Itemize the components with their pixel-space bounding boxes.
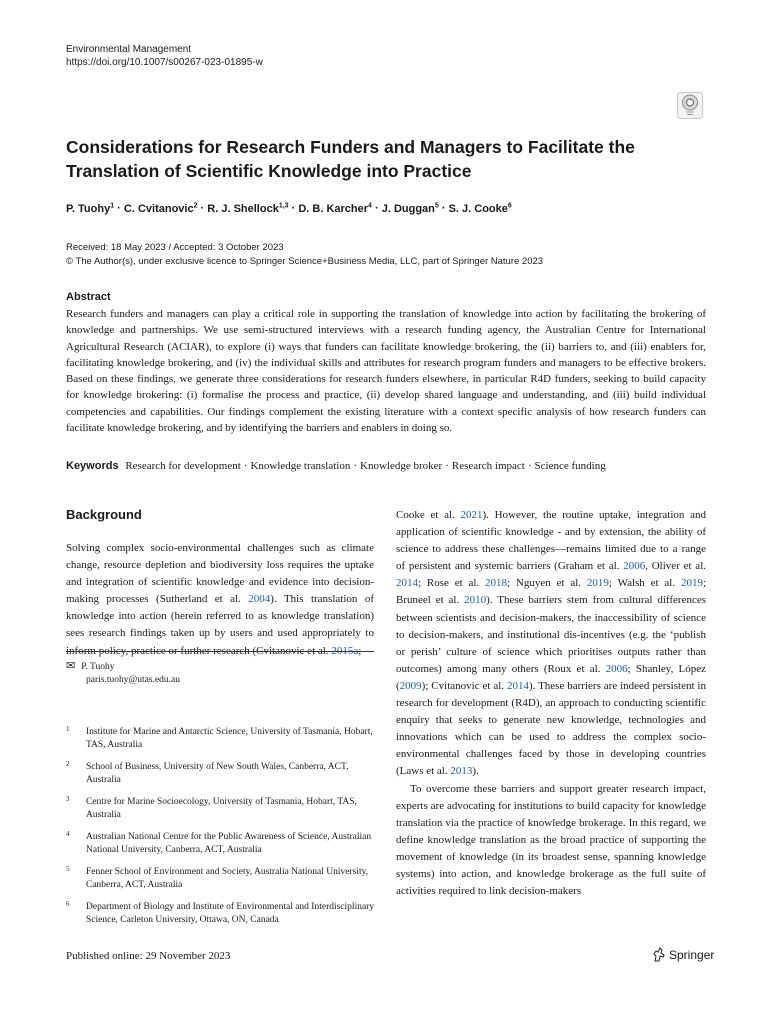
background-left-column: [66, 540, 374, 660]
keyword: Research for development: [125, 460, 241, 472]
doi-link[interactable]: https://doi.org/10.1007/s00267-023-01895-w: [66, 57, 263, 68]
citation-link[interactable]: 2006: [623, 560, 646, 573]
article-dates: [66, 241, 543, 268]
bg-text-pre: Solving complex socio-environmental challenges such as climate change, resource depletion and biodiversity loss requires the uptake and integration of scientific knowledge and evidence into decision-making processes (Sutherland et al.: [66, 542, 374, 606]
author-name[interactable]: R. J. Shellock$^{1,3}$: [207, 202, 289, 215]
author-list: [66, 202, 512, 215]
citation-link[interactable]: 2010: [464, 594, 487, 607]
author-affiliation-number: 2: [193, 202, 198, 209]
author-name[interactable]: S. J. Cooke$^6$: [448, 202, 512, 215]
affiliation-item: [66, 796, 376, 822]
body-text: ; Nguyen et al.: [507, 577, 587, 590]
keywords-label: Keywords: [66, 460, 119, 472]
affiliation-text: Australian National Centre for the Public Awareness of Science, Australian National University, Canberra, ACT, Australia: [86, 832, 372, 855]
correspondence: [66, 660, 180, 687]
footnote-divider: [66, 651, 374, 652]
keyword-separator: ·: [243, 460, 248, 472]
author-affiliation-number: 4: [368, 202, 372, 209]
journal-header: [66, 43, 263, 69]
body-text: ; Bruneel et al.: [396, 577, 706, 607]
author-separator: ·: [114, 202, 124, 215]
keyword-separator: ·: [527, 460, 532, 472]
background-paragraph-2: To overcome these barriers and support greater research impact, experts are advocating for institutions to build capacity for knowledge translation via the practice of knowledge brokerage. In this regard, we define knowledge translation as the broad practice of supporting the movement of knowledge (in its broadest sense, spanning knowledge systems) into action, and knowledge brokerage as the full suite of activities required to link decision-makers: [396, 782, 706, 898]
citation-link[interactable]: 2014: [396, 577, 418, 590]
author-name[interactable]: D. B. Karcher$^4$: [298, 202, 372, 215]
affiliation-text: School of Business, University of New South Wales, Canberra, ACT, Australia: [86, 762, 349, 785]
affiliation-text: Department of Biology and Institute of Environmental and Interdisciplinary Science, Carleton University, Ottawa, ON, Canada: [86, 902, 375, 925]
body-text: ).: [472, 765, 479, 778]
body-text: ); Cvitanovic et al.: [421, 679, 507, 692]
citation-link[interactable]: 2009: [399, 679, 422, 692]
author-separator: ·: [438, 202, 449, 215]
body-text: ). These barriers stem from cultural differences between scientists and decision-makers, the inaccessibility of science to decision-makers, and institutional dis-incentives (e.g. the ‘publish or perish’ culture of science which prioritises outputs rather than outcomes) among many others (Roux et al.: [396, 594, 706, 675]
received-accepted: Received: 18 May 2023 / Accepted: 3 October 2023: [66, 242, 284, 253]
author-separator: ·: [371, 202, 382, 215]
springer-horse-icon: [652, 947, 666, 962]
keyword: Science funding: [534, 460, 606, 472]
citation-link[interactable]: 2019: [586, 577, 609, 590]
copyright-line: © The Author(s), under exclusive licence to Springer Science+Business Media, LLC, part of Springer Nature 2023: [66, 255, 544, 267]
affiliation-number: 6: [66, 900, 70, 908]
keyword-separator: ·: [445, 460, 449, 472]
affiliation-number: 2: [66, 760, 70, 768]
author-affiliation-number: 6: [507, 202, 512, 209]
citation-link[interactable]: 2014: [506, 679, 529, 692]
affiliation-item: [66, 831, 376, 857]
affiliation-text: Institute for Marine and Antarctic Science, University of Tasmania, Hobart, TAS, Australia: [86, 727, 373, 750]
background-paragraph-1: [396, 507, 706, 781]
body-text: ; Rose et al.: [418, 577, 486, 590]
bg-text-mid: ). This translation of knowledge into action (herein referred to as knowledge translation) sees research findings taken up by users and used appropriately to inform policy, practice or further research (Cvitanovic et al.: [66, 593, 374, 657]
affiliation-number: 1: [66, 725, 70, 733]
body-text: ). These barriers are indeed persistent in research for development (R4D), an approach to conducting scientific enquiry that seeks to generate new knowledge, technologies and innovations which can be used to address the complex socio-environmental challenges faced by those in developing countries (Laws et al.: [396, 679, 706, 778]
affiliation-number: 3: [66, 795, 70, 803]
affiliation-text: Centre for Marine Socioecology, University of Tasmania, Hobart, TAS, Australia: [86, 797, 357, 820]
citation-link[interactable]: 2018: [485, 577, 508, 590]
author-affiliation-number: 5: [434, 202, 439, 209]
affiliation-number: 5: [66, 865, 70, 873]
keyword: Research impact: [451, 460, 525, 472]
citation-link[interactable]: 2006: [605, 662, 628, 675]
citation-link[interactable]: 2019: [680, 577, 703, 590]
journal-name: Environmental Management: [66, 44, 192, 55]
author-separator: ·: [288, 202, 299, 215]
envelope-icon: ✉: [66, 660, 76, 672]
author-name[interactable]: J. Duggan$^5$: [381, 202, 439, 215]
keyword-separator: ·: [353, 460, 358, 472]
author-name[interactable]: P. Tuohy$^1$: [66, 202, 115, 215]
affiliation-number: 4: [66, 830, 70, 838]
keyword: Knowledge broker: [360, 460, 443, 472]
body-text: ; Walsh et al.: [608, 577, 681, 590]
article-title: Considerations for Research Funders and Managers to Facilitate the Translation of Scientific Knowledge into Practice: [66, 137, 635, 181]
body-text: , Oliver et al.: [645, 560, 706, 573]
affiliations-list: [66, 726, 376, 936]
keywords: [66, 460, 726, 472]
affiliation-item: [66, 761, 376, 787]
background-heading: Background: [66, 507, 142, 522]
abstract-heading: Abstract: [66, 291, 111, 303]
bg-text-post: ;: [358, 644, 362, 657]
publisher-name: Springer: [669, 948, 715, 962]
keywords-list: [125, 460, 605, 472]
keyword: Knowledge translation: [250, 460, 351, 472]
published-online: Published online: 29 November 2023: [66, 950, 231, 962]
body-text: Cooke et al.: [396, 509, 461, 521]
background-right-column: [396, 507, 706, 900]
citation-link[interactable]: 2015a: [331, 644, 359, 657]
affiliation-item: [66, 901, 376, 927]
abstract-text: Research funders and managers can play a critical role in supporting the translation of knowledge into action by facilitating the brokering of knowledge and partnerships. We use semi-structured interviews with a research funding agency, the Australian Centre for International Agricultural Research (ACIAR), to explore (i) ways that funders can facilitate knowledge brokering, the (ii) barriers to, and (iii) enablers for, facilitating knowledge brokering, and (iv) the individual skills and attributes for research program funders and managers to be effective brokers. Based on these findings, we generate three considerations for research funders elsewhere, in particular R4D funders, seeking to build capacity for knowledge brokering: (i) formalise the process and practice, (ii) develop shared language and understanding, and (iii) build individual competencies and capabilities. Our findings complement the existing literature with a context specific analysis of how research funders can facilitate knowledge brokering, and by identifying the barriers and enablers in doing so.: [66, 308, 706, 435]
check-for-updates-icon[interactable]: [677, 92, 703, 119]
springer-logo: [652, 947, 714, 962]
body-text: ). However, the routine uptake, integration and application of scientific knowledge - and by extension, the ability of science to address these challenges—remains limited due to a range of persistent and systemic barriers (Graham et al.: [396, 509, 706, 573]
corresponding-email[interactable]: paris.tuohy@utas.edu.au: [86, 675, 180, 685]
author-affiliation-number: 1,3: [278, 202, 289, 209]
author-name[interactable]: C. Cvitanovic$^2$: [123, 202, 198, 215]
citation-link[interactable]: 2013: [450, 765, 473, 778]
affiliation-item: [66, 726, 376, 752]
citation-link[interactable]: 2004: [248, 593, 271, 606]
affiliation-item: [66, 866, 376, 892]
body-text: ; Shanley, López (: [396, 662, 707, 692]
author-separator: ·: [197, 202, 208, 215]
corresponding-author: P. Tuohy: [81, 662, 115, 672]
author-affiliation-number: 1: [110, 202, 115, 209]
citation-link[interactable]: 2021: [460, 509, 483, 521]
affiliation-text: Fenner School of Environment and Society, Australia National University, Canberra, ACT, Australia: [86, 867, 369, 890]
